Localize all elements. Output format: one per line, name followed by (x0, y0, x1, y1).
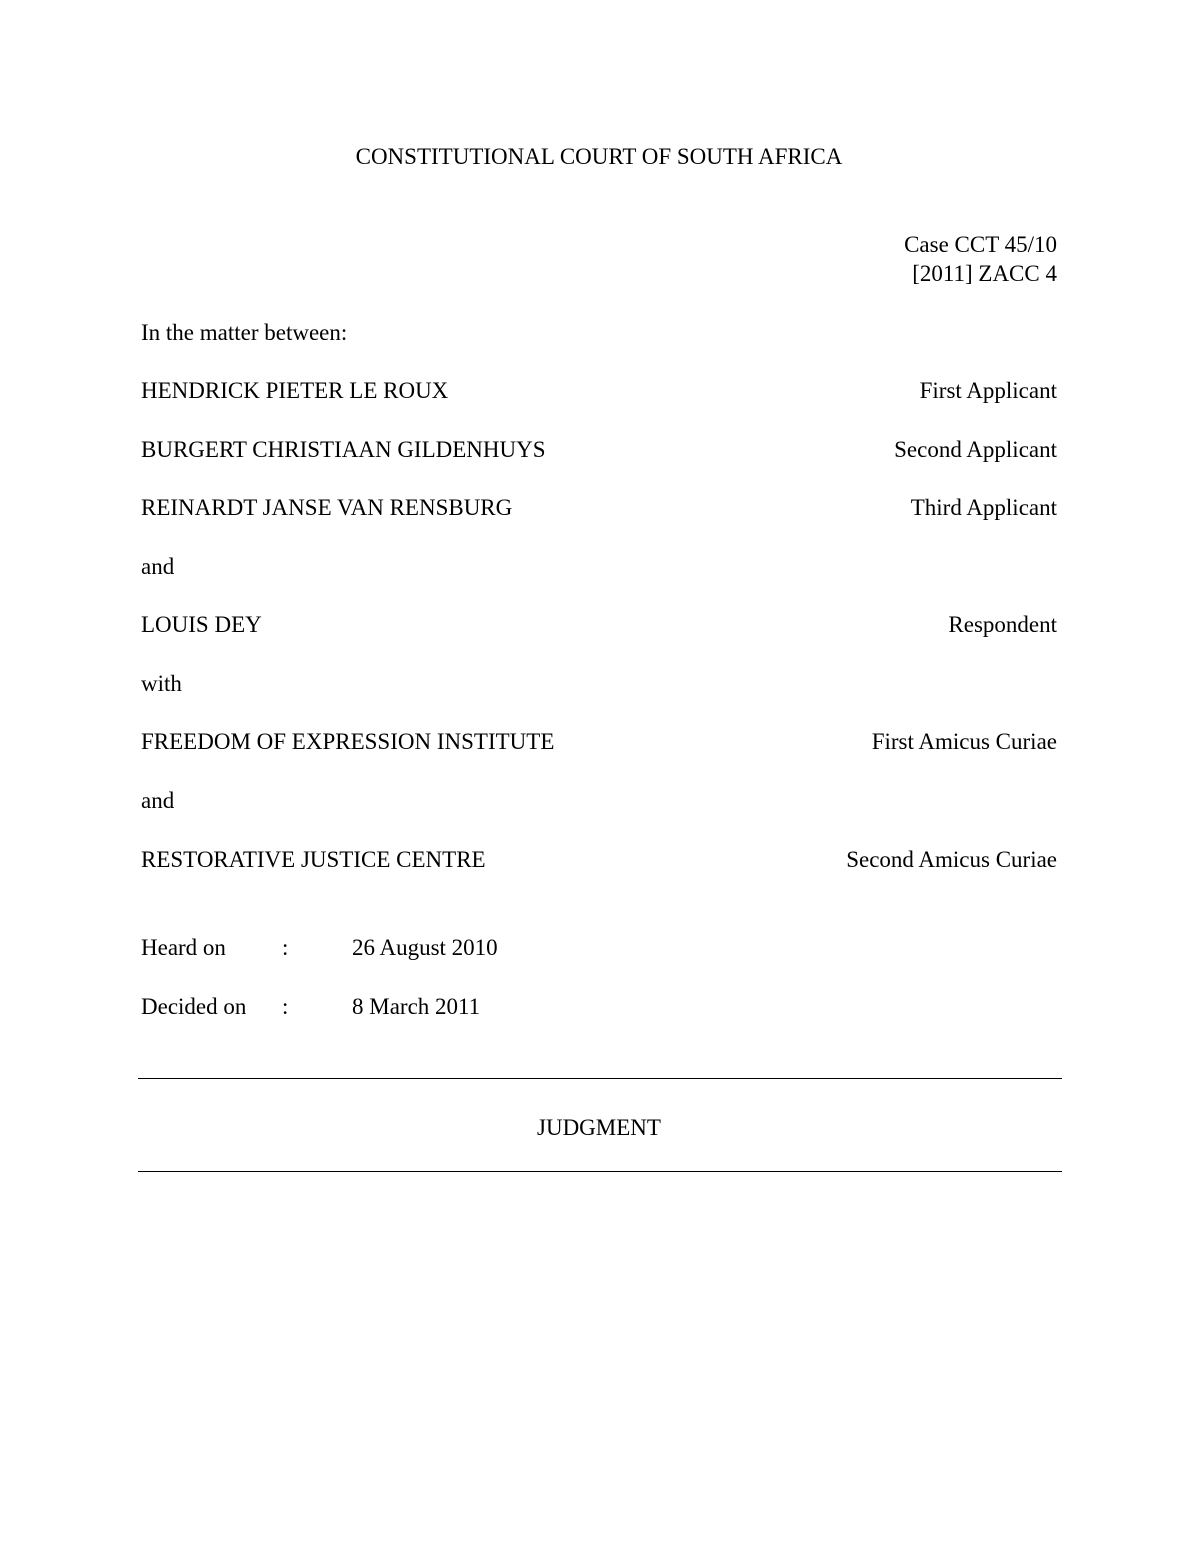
heard-on-separator: : (282, 935, 289, 960)
party-role: First Applicant (919, 378, 1057, 403)
heard-on-label: Heard on (141, 935, 226, 960)
party-name: REINARDT JANSE VAN RENSBURG (141, 495, 513, 520)
connector-with: with (141, 671, 182, 696)
party-role: Second Applicant (894, 437, 1057, 462)
party-role: Third Applicant (910, 495, 1057, 520)
connector-and: and (141, 788, 175, 813)
top-divider (138, 1078, 1062, 1079)
bottom-divider (138, 1171, 1062, 1172)
heard-on-date: 26 August 2010 (352, 935, 498, 960)
court-title: CONSTITUTIONAL COURT OF SOUTH AFRICA (355, 144, 843, 169)
party-role: Respondent (948, 612, 1057, 637)
party-role: First Amicus Curiae (871, 729, 1057, 754)
matter-intro: In the matter between: (141, 320, 348, 345)
party-name: RESTORATIVE JUSTICE CENTRE (141, 847, 486, 872)
decided-on-date: 8 March 2011 (352, 994, 481, 1019)
party-name: LOUIS DEY (141, 612, 262, 637)
party-name: FREEDOM OF EXPRESSION INSTITUTE (141, 729, 555, 754)
party-role: Second Amicus Curiae (846, 847, 1057, 872)
decided-on-label: Decided on (141, 994, 247, 1019)
party-name: BURGERT CHRISTIAAN GILDENHUYS (141, 437, 546, 462)
citation: [2011] ZACC 4 (912, 261, 1057, 286)
case-number: Case CCT 45/10 (904, 232, 1057, 257)
decided-on-separator: : (282, 994, 289, 1019)
connector-and: and (141, 554, 175, 579)
party-name: HENDRICK PIETER LE ROUX (141, 378, 449, 403)
judgment-heading: JUDGMENT (537, 1115, 661, 1140)
